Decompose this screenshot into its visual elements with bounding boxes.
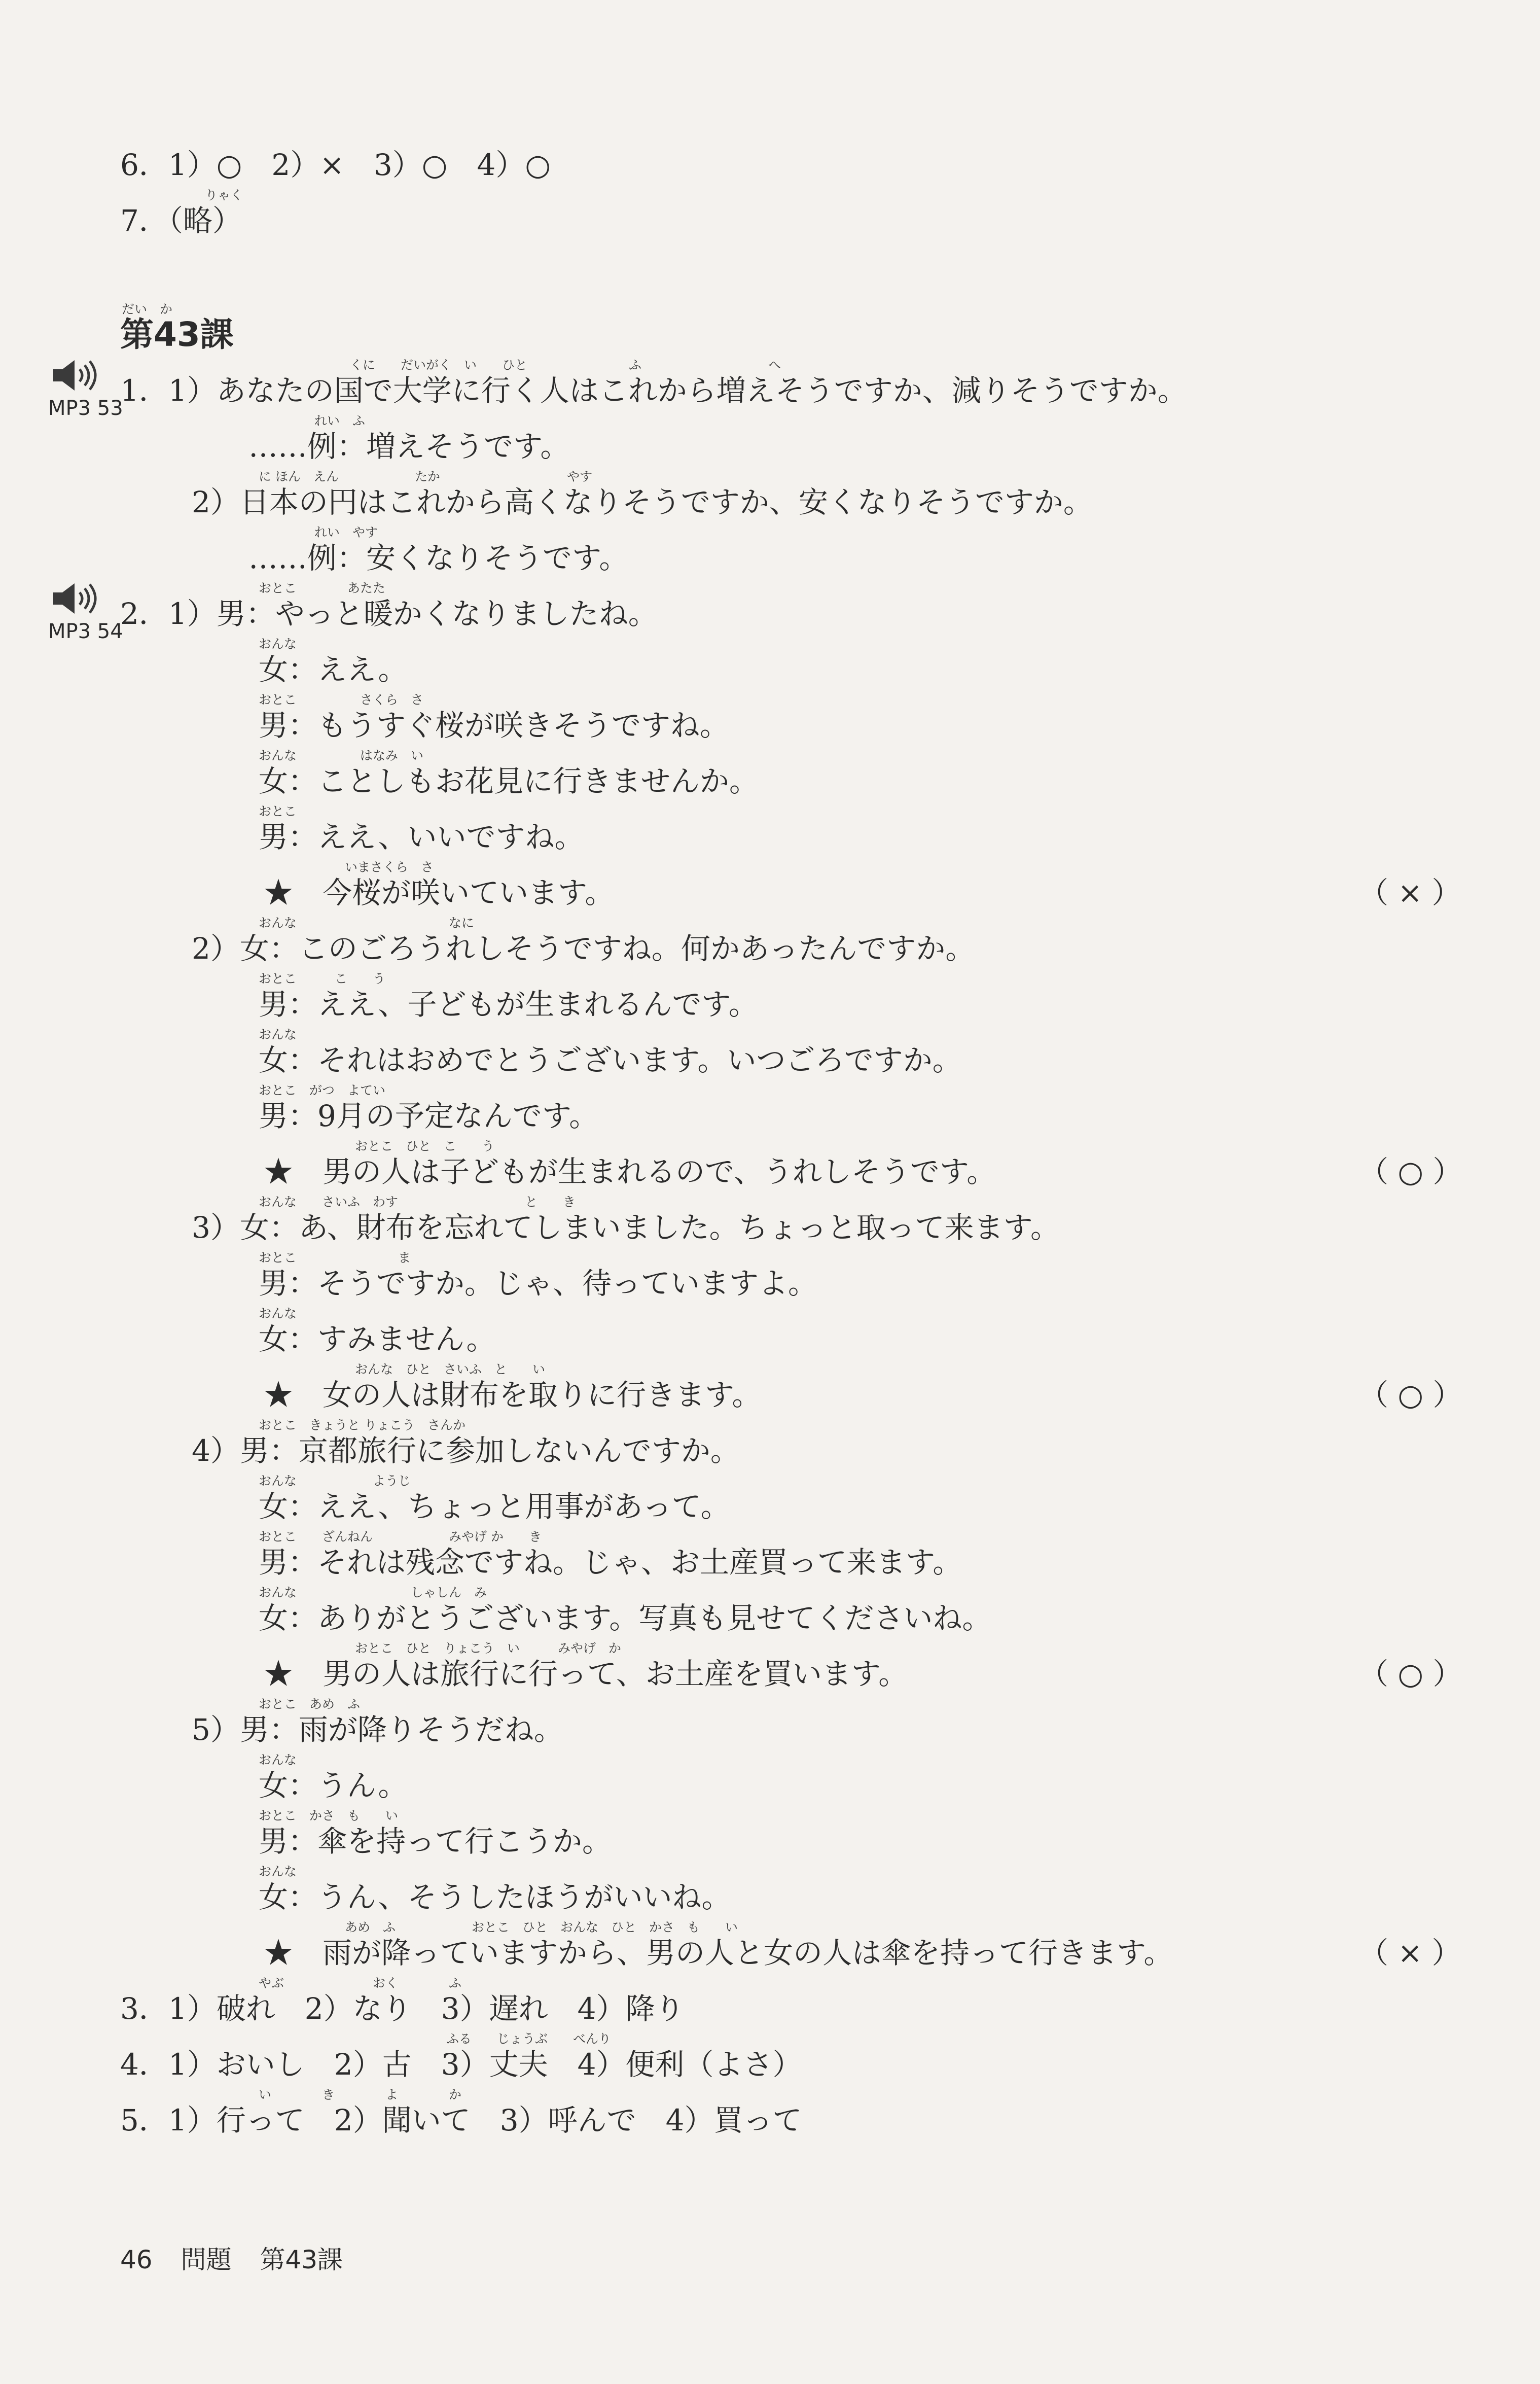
d1-furigana: いまさくら さ [345, 860, 434, 874]
d4-line: 男：それは残念ですね。じゃ、お土産買って来ます。 [259, 1545, 962, 1580]
d4-furigana: おとこ ひと りょこう い みやげ か [355, 1641, 622, 1656]
d2-furigana: おとこ ひと こ う [355, 1139, 495, 1153]
d4-furigana: おとこ きょうと りょこう さんか [259, 1418, 465, 1432]
d5-furigana: おとこ かさ も い [259, 1808, 399, 1823]
d4-line: 女：ありがとうございます。写真も見せてくださいね。 [259, 1601, 992, 1635]
d5-furigana: おとこ あめ ふ [259, 1697, 361, 1711]
lesson-title-furigana: だい か [122, 302, 173, 317]
q1-item2-answer: ……例：安くなりそうです。 [248, 541, 629, 575]
d1-furigana: おんな はなみ い [259, 748, 424, 763]
q1-item1-answer-furigana: れい ふ [314, 413, 366, 428]
d5-furigana: おんな [259, 1752, 297, 1767]
d5-line: 女：うん、そうしたほうがいいね。 [259, 1880, 731, 1914]
audio-marker-54 [48, 578, 123, 654]
prev-q7-furigana: りゃく [205, 188, 243, 202]
q1-item2-furigana: に ほん えん たか やす [259, 469, 592, 484]
q4-line: 4．1）おいし 2）古 3）丈夫 4）便利（よさ） [120, 2047, 802, 2082]
d3-furigana: おんな [259, 1306, 297, 1321]
d1-line: 男：もうすぐ桜が咲きそうですね。 [259, 708, 730, 743]
d4-furigana: おんな ようじ [259, 1474, 411, 1488]
d2-furigana: おんな [259, 1027, 297, 1042]
d2-line: 2）女：このごろうれしそうですね。何かあったんですか。 [192, 931, 975, 966]
d1-line: 女：ことしもお花見に行きませんか。 [259, 764, 759, 798]
d4-furigana: おとこ ざんねん みやげ か き [259, 1529, 542, 1544]
lesson-title: 第43課 [120, 315, 234, 354]
mp3-label: MP3 54 [48, 620, 123, 643]
d2-line: 男：9月の予定なんです。 [259, 1099, 599, 1133]
d4-line: 女：ええ、ちょっと用事があって。 [259, 1489, 730, 1524]
q1-item1-answer: ……例：増えそうです。 [248, 429, 570, 464]
d4-furigana: おんな しゃしん み [259, 1585, 487, 1600]
d2-line: 女：それはおめでとうございます。いつごろですか。 [259, 1043, 962, 1077]
d4-line: 4）男：京都旅行に参加しないんですか。 [192, 1433, 740, 1468]
d5-line: 男：傘を持って行こうか。 [259, 1824, 612, 1859]
d5-furigana: おんな [259, 1864, 297, 1879]
d3-statement: ★ 女の人は財布を取りに行きます。 [264, 1378, 762, 1412]
q5-line: 5．1）行って 2）聞いて 3）呼んで 4）買って [120, 2103, 802, 2137]
d1-line: 女：ええ。 [259, 652, 408, 687]
d1-line: 男：ええ、いいですね。 [259, 820, 584, 854]
d1-furigana: おとこ さくら さ [259, 692, 424, 707]
d3-line: 男：そうですか。じゃ、待っていますよ。 [259, 1266, 818, 1301]
prev-q7: 7．（略） [120, 203, 242, 238]
d1-furigana: おんな [259, 637, 297, 651]
page-footer [120, 2242, 363, 2277]
d2-result: （ ○ ） [1359, 1154, 1462, 1189]
mp3-label: MP3 53 [48, 397, 123, 420]
speaker-icon [48, 355, 104, 396]
d5-result: （ × ） [1359, 1936, 1461, 1970]
d3-line: 女：すみません。 [259, 1322, 496, 1356]
d2-furigana: おとこ こ う [259, 971, 386, 986]
q1-item1-question: 1．1）あなたの国で大学に行く人はこれから増えそうですか、減りそうですか。 [120, 373, 1187, 408]
d3-furigana: おとこ ま [259, 1250, 411, 1265]
q1-item2-question: 2）日本の円はこれから高くなりそうですか、安くなりそうですか。 [192, 485, 1093, 519]
d3-result: （ ○ ） [1359, 1378, 1462, 1412]
d5-line: 5）男：雨が降りそうだね。 [192, 1712, 563, 1747]
d2-furigana: おんな なに [259, 916, 475, 930]
prev-q6: 6．1）○ 2）× 3）○ 4）○ [120, 148, 551, 182]
q5-furigana: い き よ か [259, 2087, 462, 2102]
audio-marker-53 [48, 355, 123, 431]
d5-furigana: あめ ふ おとこ ひと おんな ひと かさ も い [345, 1920, 738, 1935]
d3-furigana: おんな さいふ わす と き [259, 1195, 576, 1209]
page-number: 46 [120, 2245, 153, 2274]
d1-result: （ × ） [1359, 875, 1461, 910]
d2-statement: ★ 男の人は子どもが生まれるので、うれしそうです。 [264, 1154, 996, 1189]
d3-line: 3）女：あ、財布を忘れてしまいました。ちょっと取って来ます。 [192, 1210, 1060, 1245]
d4-statement: ★ 男の人は旅行に行って、お土産を買います。 [264, 1657, 908, 1691]
q3-line: 3．1）破れ 2）なり 3）遅れ 4）降り [120, 1991, 685, 2026]
d2-line: 男：ええ、子どもが生まれるんです。 [259, 987, 758, 1022]
footer-section: 問題 [181, 2245, 232, 2274]
d1-statement: ★ 今桜が咲いています。 [264, 875, 615, 910]
d3-furigana: おんな ひと さいふ と い [355, 1362, 546, 1377]
q3-furigana: やぶ おく ふ [259, 1976, 462, 1990]
d5-line: 女：うん。 [259, 1768, 408, 1803]
q4-furigana: ふる じょうぶ べんり [446, 2031, 612, 2046]
d1-line: 2．1）男：やっと暖かくなりましたね。 [120, 597, 658, 631]
q1-item2-answer-furigana: れい やす [314, 525, 378, 540]
d2-furigana: おとこ がつ よてい [259, 1083, 386, 1098]
footer-lesson: 第43課 [260, 2245, 343, 2274]
q1-item1-furigana: くに だいがく い ひと ふ へ [350, 358, 781, 372]
d4-result: （ ○ ） [1359, 1657, 1462, 1691]
d1-furigana: おとこ あたた [259, 581, 386, 595]
d1-furigana: おとこ [259, 804, 297, 819]
d5-statement: ★ 雨が降っていますから、男の人と女の人は傘を持って行きます。 [264, 1936, 1173, 1970]
speaker-icon [48, 578, 104, 619]
